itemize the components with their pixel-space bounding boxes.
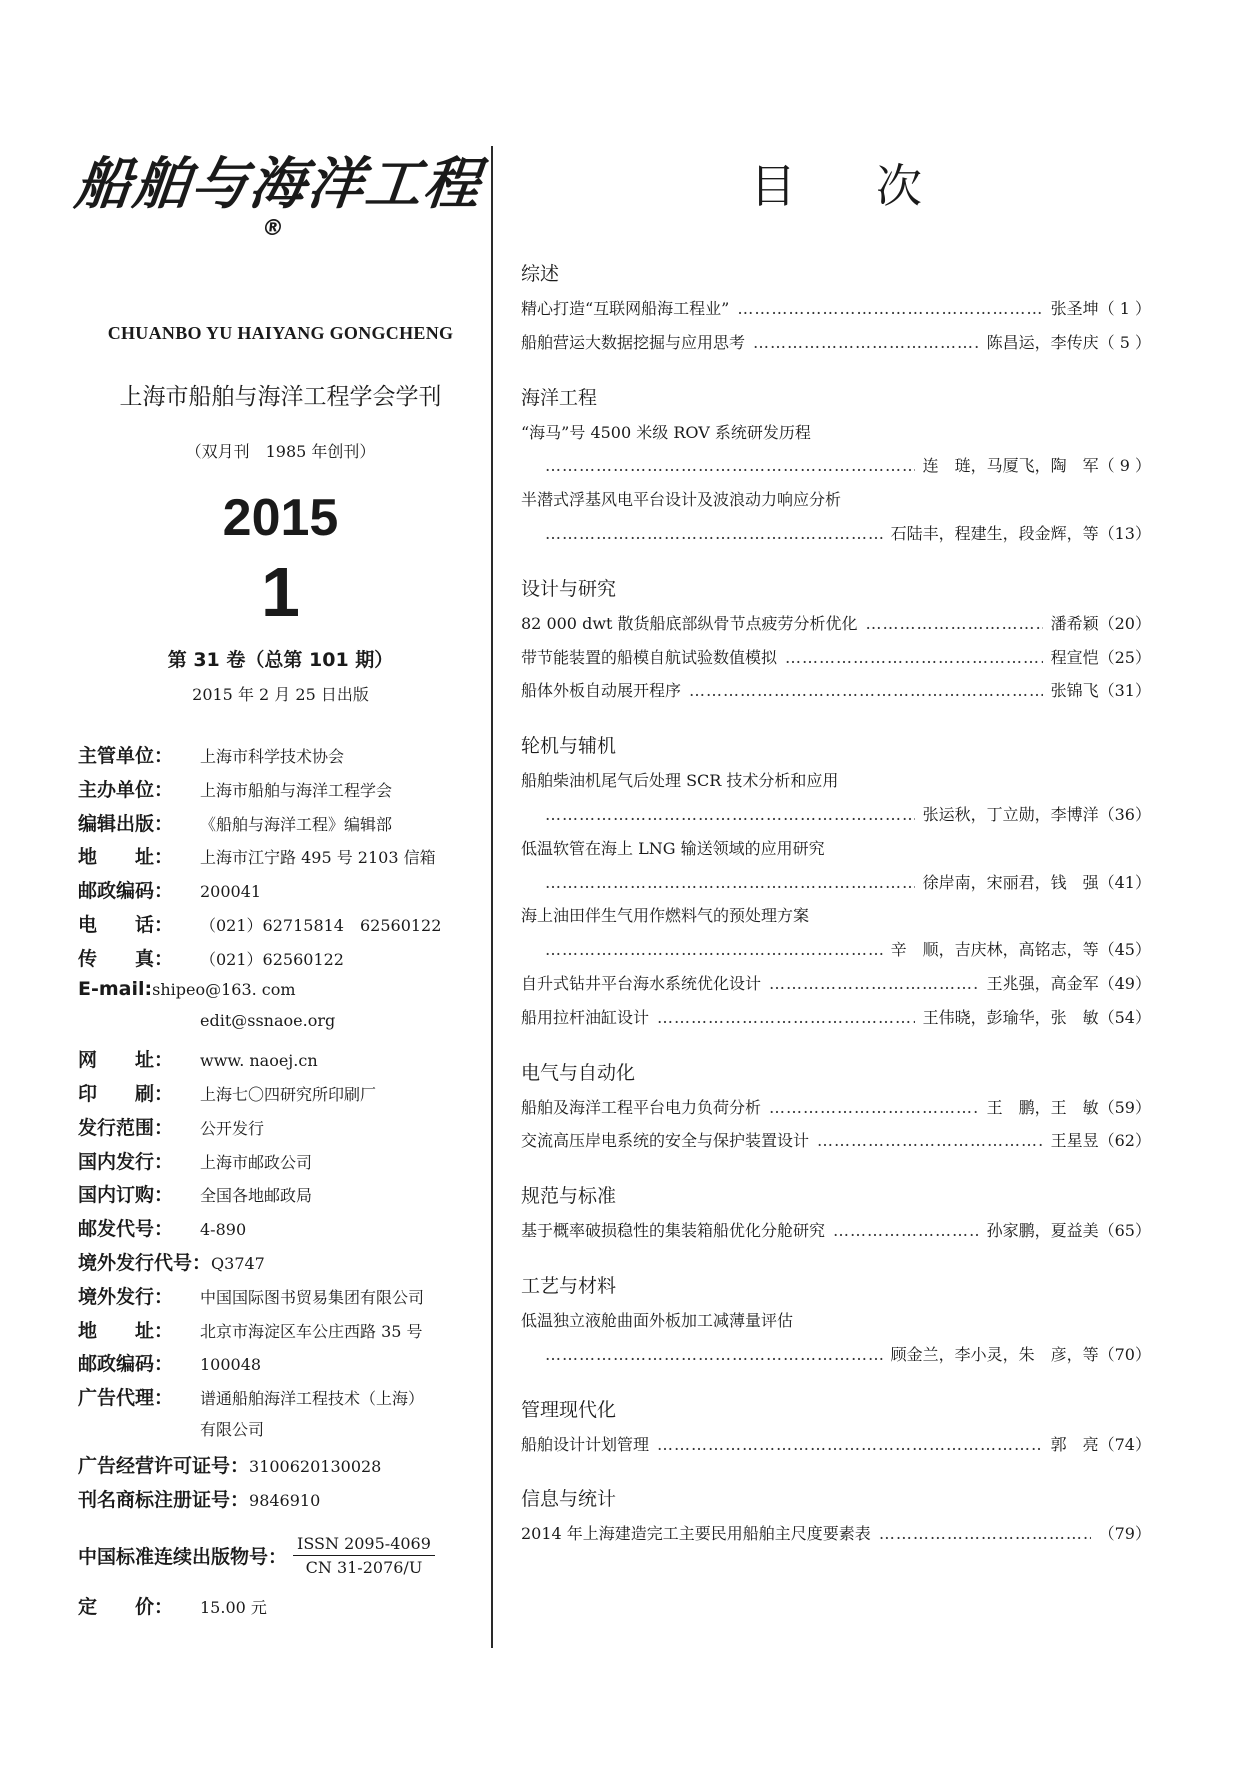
- toc-section: [521, 1178, 1151, 1248]
- issn-block: [78, 1526, 483, 1584]
- info-label: 境外发行代号：: [78, 1251, 212, 1274]
- info-value: 公开发行: [200, 1118, 265, 1138]
- info-label: 编辑出版：: [78, 812, 174, 835]
- article-title: 精心打造“互联网船海工程业”: [521, 299, 730, 318]
- toc-section: [521, 380, 1151, 551]
- leader-dots: [545, 449, 915, 483]
- article-entry[interactable]: [521, 1001, 1151, 1035]
- toc-section: [521, 1481, 1151, 1551]
- info-row: [78, 1316, 483, 1350]
- article-authors: 连 琏，马厦飞，陶 军: [922, 456, 1099, 476]
- registered-mark: ®: [260, 216, 288, 241]
- info-value: 4-890: [200, 1220, 247, 1240]
- info-value: shipeo@163. com: [152, 979, 296, 999]
- article-entry[interactable]: [521, 449, 1151, 483]
- info-row: [78, 1113, 483, 1147]
- issn-number: ISSN 2095-4069: [293, 1534, 435, 1556]
- journal-frequency: （双月刊 1985 年创刊）: [185, 442, 376, 461]
- section-title: 信息与统计: [521, 1488, 617, 1511]
- leader-dots: [545, 517, 883, 551]
- toc-section: [521, 256, 1151, 360]
- article-authors: 陈昌运，李传庆: [986, 332, 1099, 352]
- info-value: 上海市江宁路 495 号 2103 信箱: [200, 848, 436, 868]
- article-authors: 石陆丰，程建生，段金辉，等: [890, 523, 1099, 543]
- article-entry[interactable]: [521, 1214, 1151, 1248]
- info-value: （021）62560122: [200, 949, 344, 969]
- issue-year: 2015: [222, 489, 339, 547]
- article-page: （ 1 ）: [1098, 299, 1151, 318]
- article-title: 自升式钻井平台海水系统优化设计: [521, 973, 762, 993]
- article-entry[interactable]: [521, 607, 1151, 641]
- section-title: 综述: [521, 263, 560, 285]
- info-value: 中国国际图书贸易集团有限公司: [200, 1287, 425, 1307]
- info-value: 有限公司: [200, 1419, 265, 1439]
- article-entry[interactable]: [521, 1517, 1151, 1551]
- info-value: 全国各地邮政局: [200, 1186, 313, 1206]
- article-authors: 张锦飞: [1050, 681, 1099, 701]
- toc-sections: [521, 256, 1151, 1551]
- article-entry[interactable]: [521, 326, 1151, 360]
- info-label: 国内订购：: [78, 1184, 174, 1207]
- info-label: 刊名商标注册证号：: [78, 1488, 250, 1511]
- section-title: 海洋工程: [521, 386, 598, 409]
- issn-label: 中国标准连续出版物号：: [78, 1545, 288, 1568]
- info-row: [78, 1180, 483, 1214]
- article-entry[interactable]: [521, 292, 1151, 326]
- publication-date: 2015 年 2 月 25 日出版: [192, 685, 369, 704]
- article-authors: 程宣恺: [1050, 647, 1099, 667]
- info-label: 地 址：: [78, 1319, 174, 1342]
- info-label: 传 真：: [78, 947, 174, 970]
- article-page: （25）: [1098, 647, 1151, 667]
- info-row: [78, 775, 483, 809]
- price-value: 15.00 元: [200, 1598, 267, 1618]
- article-entry[interactable]: [521, 933, 1151, 967]
- article-page: （79）: [1098, 1524, 1151, 1544]
- issn-fraction: [293, 1534, 435, 1577]
- info-row: [78, 1349, 483, 1383]
- leader-dots: [657, 1428, 1043, 1462]
- leader-dots: [545, 1338, 883, 1372]
- info-row: [78, 1214, 483, 1248]
- info-label: 主管单位：: [78, 745, 174, 767]
- article-page: （20）: [1098, 613, 1151, 633]
- leader-dots: [689, 674, 1043, 708]
- journal-society: 上海市船舶与海洋工程学会学刊: [119, 384, 442, 410]
- toc-section: [521, 1055, 1151, 1159]
- article-title[interactable]: “海马”号 4500 米级 ROV 系统研发历程: [521, 422, 811, 442]
- article-title: 带节能装置的船模自航试验数值模拟: [521, 647, 778, 667]
- info-row: [78, 842, 483, 876]
- info-label: 印 刷：: [78, 1082, 174, 1105]
- toc-section: [521, 1268, 1151, 1372]
- article-authors: 王 鹏，王 敏: [986, 1097, 1099, 1117]
- section-title: 工艺与材料: [521, 1274, 617, 1297]
- article-entry[interactable]: [521, 1124, 1151, 1158]
- article-entry[interactable]: [521, 641, 1151, 675]
- journal-logo: 船舶与海洋工程®: [72, 152, 485, 241]
- table-of-contents: [521, 150, 1151, 1551]
- article-authors: 潘希颖: [1050, 613, 1099, 633]
- leader-dots: [879, 1517, 1091, 1551]
- article-page: （54）: [1098, 1007, 1151, 1027]
- article-authors: 孙家鹏，夏益美: [986, 1221, 1099, 1241]
- article-page: （49）: [1098, 973, 1151, 993]
- info-value: 3100620130028: [249, 1456, 382, 1476]
- info-label: 国内发行：: [78, 1150, 174, 1173]
- article-title[interactable]: 低温软管在海上 LNG 输送领域的应用研究: [521, 838, 825, 858]
- issue-number: 1: [261, 553, 300, 631]
- info-value: 上海市船舶与海洋工程学会: [200, 780, 393, 800]
- section-title: 设计与研究: [521, 577, 617, 600]
- article-entry[interactable]: [521, 1338, 1151, 1372]
- info-value: Q3747: [211, 1253, 265, 1273]
- article-authors: 顾金兰，李小灵，朱 彦，等: [890, 1344, 1099, 1364]
- info-value: 谱通船舶海洋工程技术（上海）: [200, 1389, 425, 1409]
- info-row: [78, 1282, 483, 1316]
- article-title: 交流高压岸电系统的安全与保护装置设计: [521, 1131, 810, 1151]
- article-page: （59）: [1098, 1097, 1151, 1117]
- info-value: 上海市科学技术协会: [200, 747, 345, 766]
- info-label: 发行范围：: [78, 1116, 174, 1139]
- toc-section: [521, 1392, 1151, 1462]
- toc-section: [521, 728, 1151, 1034]
- info-row: [78, 978, 483, 1012]
- info-value: 上海市邮政公司: [200, 1152, 313, 1172]
- leader-dots: [769, 1091, 979, 1125]
- article-page: （ 9 ）: [1098, 456, 1151, 476]
- cn-number: CN 31-2076/U: [305, 1557, 423, 1577]
- leader-dots: [657, 1001, 915, 1035]
- article-title: 2014 年上海建造完工主要民用船舶主尺度要素表: [521, 1524, 871, 1544]
- article-page: （13）: [1098, 523, 1151, 543]
- info-row: [78, 1485, 483, 1519]
- toc-section: [521, 571, 1151, 708]
- article-page: （62）: [1098, 1131, 1151, 1151]
- info-row: [78, 1147, 483, 1181]
- info-label: 邮政编码：: [78, 1353, 174, 1376]
- info-label: 境外发行：: [78, 1285, 174, 1308]
- info-row: [78, 876, 483, 910]
- article-title: 船体外板自动展开程序: [521, 681, 682, 701]
- section-title: 管理现代化: [521, 1398, 617, 1421]
- info-value: 北京市海淀区车公庄西路 35 号: [200, 1321, 423, 1341]
- info-label: 广告代理：: [78, 1387, 174, 1410]
- info-row: [78, 1045, 483, 1079]
- info-label: 地 址：: [78, 846, 174, 869]
- info-label: 邮政编码：: [78, 880, 174, 903]
- info-label: 网 址：: [78, 1049, 174, 1072]
- info-label: E-mail:: [78, 977, 153, 1000]
- article-title[interactable]: 船舶柴油机尾气后处理 SCR 技术分析和应用: [521, 771, 839, 791]
- toc-title: 目次: [750, 159, 1002, 213]
- info-value: www. naoej.cn: [200, 1051, 318, 1071]
- leader-dots: [833, 1214, 979, 1248]
- article-entry[interactable]: [521, 1091, 1151, 1125]
- article-title: 船舶及海洋工程平台电力负荷分析: [521, 1097, 762, 1117]
- info-row: [78, 1451, 483, 1485]
- article-page: （36）: [1098, 804, 1151, 824]
- article-title: 船舶营运大数据挖掘与应用思考: [521, 332, 746, 352]
- article-page: （74）: [1098, 1434, 1151, 1454]
- article-title[interactable]: 低温独立液舱曲面外板加工减薄量评估: [521, 1310, 794, 1330]
- info-value: edit@ssnaoe.org: [200, 1011, 336, 1031]
- journal-title-en: CHUANBO YU HAIYANG GONGCHENG: [107, 323, 454, 343]
- info-row: [78, 809, 483, 843]
- article-authors: 王星昱: [1050, 1131, 1099, 1151]
- leader-dots: [769, 967, 979, 1001]
- section-title: 电气与自动化: [521, 1061, 636, 1084]
- article-authors: 辛 顺，吉庆林，高铭志，等: [890, 940, 1099, 960]
- info-value: 200041: [200, 882, 262, 902]
- article-entry[interactable]: [521, 798, 1151, 832]
- article-page: （31）: [1098, 681, 1151, 701]
- info-label: 电 话：: [78, 913, 174, 936]
- info-label: 广告经营许可证号：: [78, 1454, 250, 1477]
- section-title: 规范与标准: [521, 1185, 617, 1208]
- article-entry[interactable]: [521, 967, 1151, 1001]
- section-title: 轮机与辅机: [521, 735, 617, 758]
- leader-dots: [817, 1124, 1043, 1158]
- info-row: [78, 1011, 483, 1045]
- article-title: 船舶设计计划管理: [521, 1434, 650, 1454]
- info-value: 9846910: [249, 1490, 321, 1510]
- leader-dots: [545, 933, 883, 967]
- article-page: （41）: [1098, 872, 1151, 892]
- column-divider: [491, 146, 493, 1648]
- info-row: [78, 1417, 483, 1451]
- article-entry[interactable]: [521, 674, 1151, 708]
- leader-dots: [545, 798, 915, 832]
- info-label: 邮发代号：: [78, 1218, 174, 1241]
- article-page: （ 5 ）: [1098, 332, 1151, 352]
- info-row: [78, 1383, 483, 1417]
- article-entry[interactable]: [521, 866, 1151, 900]
- price-label: 定 价：: [78, 1596, 174, 1619]
- info-value: 上海七〇四研究所印刷厂: [200, 1084, 377, 1104]
- leader-dots: [866, 607, 1043, 641]
- article-page: （65）: [1098, 1221, 1151, 1241]
- info-row: [78, 1248, 483, 1282]
- info-row: [78, 910, 483, 944]
- article-title: 基于概率破损稳性的集装箱船优化分舱研究: [521, 1221, 826, 1241]
- leader-dots: [737, 292, 1042, 326]
- info-label: 主办单位：: [78, 778, 174, 801]
- info-row: [78, 1079, 483, 1113]
- leader-dots: [785, 641, 1043, 675]
- price-row: [78, 1592, 483, 1619]
- article-title[interactable]: 半潜式浮基风电平台设计及波浪动力响应分析: [521, 490, 842, 510]
- info-row: [78, 741, 483, 775]
- info-row: [78, 944, 483, 978]
- article-title: 82 000 dwt 散货船底部纵骨节点疲劳分析优化: [521, 613, 858, 633]
- article-entry[interactable]: [521, 517, 1151, 551]
- article-page: （70）: [1098, 1344, 1151, 1364]
- article-title[interactable]: 海上油田伴生气用作燃料气的预处理方案: [521, 906, 810, 926]
- article-authors: 郭 亮: [1050, 1434, 1099, 1454]
- article-authors: 王兆强，高金军: [986, 973, 1099, 993]
- article-entry[interactable]: [521, 1428, 1151, 1462]
- article-authors: 张圣坤: [1050, 299, 1099, 318]
- article-authors: 王伟晓，彭瑜华，张 敏: [922, 1007, 1099, 1027]
- info-value: （021）62715814 62560122: [200, 915, 442, 935]
- article-title: 船用拉杆油缸设计: [521, 1007, 650, 1027]
- journal-info-column: [72, 140, 485, 1619]
- info-value: 100048: [200, 1355, 262, 1375]
- article-authors: 张运秋，丁立勋，李博洋: [922, 804, 1099, 824]
- leader-dots: [753, 326, 979, 360]
- info-value: 《船舶与海洋工程》编辑部: [200, 814, 393, 834]
- article-authors: 徐岸南，宋丽君，钱 强: [922, 872, 1099, 892]
- volume-info: 第 31 卷（总第 101 期）: [167, 649, 394, 671]
- leader-dots: [545, 866, 915, 900]
- article-page: （45）: [1098, 940, 1151, 960]
- publisher-info-list: [78, 741, 483, 1518]
